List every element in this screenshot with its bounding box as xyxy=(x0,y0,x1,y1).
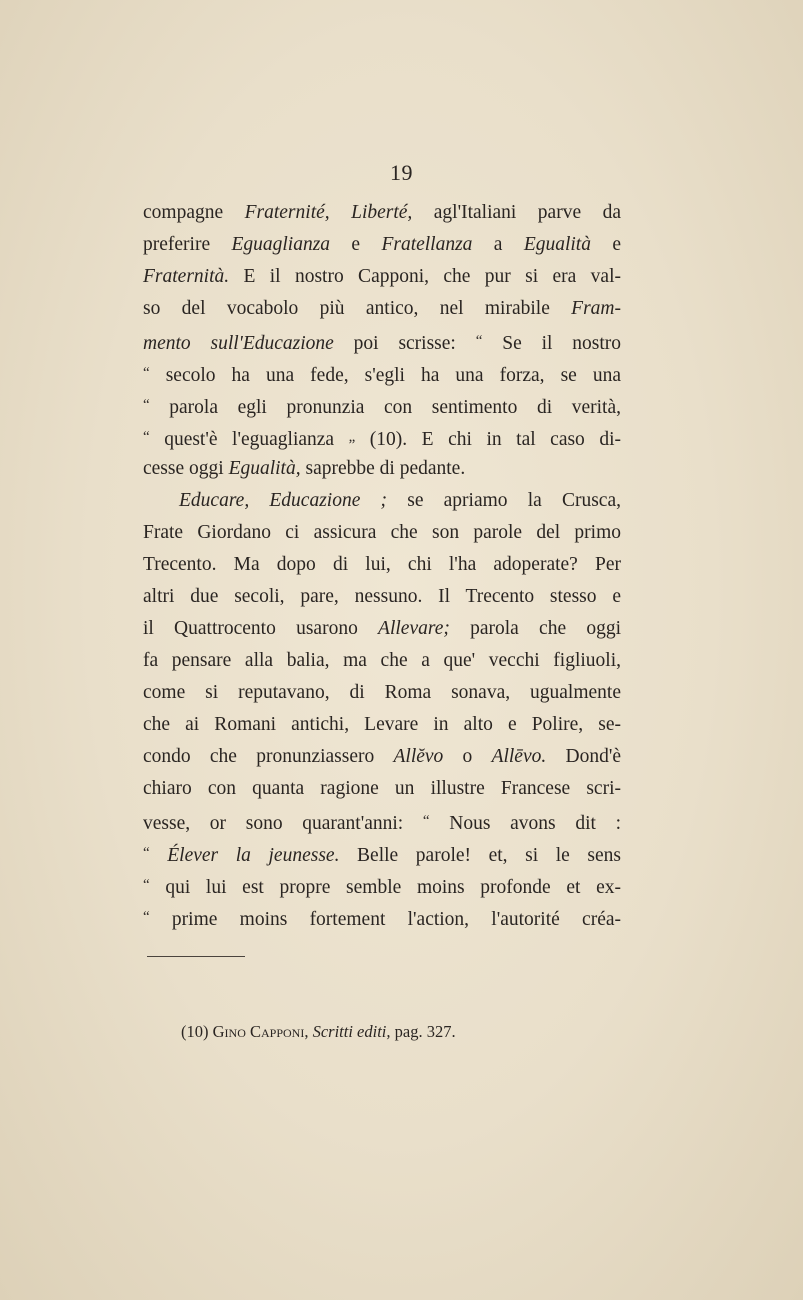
text-line xyxy=(143,773,621,805)
text-segment: fa pensare alla balia, ma che a que' vecchi figliuoli, xyxy=(143,650,621,671)
text-line xyxy=(143,645,621,677)
text-line xyxy=(143,869,621,901)
italic-text: Egualità, xyxy=(228,458,301,479)
text-segment: prime moins fortement l'action, l'autorité créa- xyxy=(149,909,621,930)
italic-text: Fraternité, Liberté, xyxy=(244,202,413,223)
quote-mark: “ xyxy=(422,813,430,829)
quote-mark: “ xyxy=(143,877,150,893)
italic-text: Fraternità. xyxy=(143,266,230,287)
page-number: 19 xyxy=(390,160,413,185)
text-segment: quest'è l'eguaglianza xyxy=(149,429,349,450)
text-segment: e xyxy=(590,234,621,255)
italic-text: Allĕvo xyxy=(393,746,444,767)
text-line xyxy=(143,357,621,389)
footnote-title: Scritti editi, xyxy=(312,1022,391,1041)
text-segment: preferire xyxy=(143,234,232,255)
footnote-author: Gino Capponi xyxy=(212,1022,305,1041)
text-segment: agl'Italiani parve da xyxy=(412,202,621,223)
text-line xyxy=(143,901,621,933)
text-segment: cesse oggi xyxy=(143,458,229,479)
text-segment: compagne xyxy=(143,202,245,223)
text-line xyxy=(143,389,621,421)
text-segment: o xyxy=(443,746,492,767)
text-segment: parola che oggi xyxy=(449,618,621,639)
text-segment: saprebbe di pedante. xyxy=(300,458,466,479)
text-segment: secolo ha una fede, s'egli ha una forza, se una xyxy=(149,365,621,386)
footnote-divider xyxy=(147,956,245,957)
italic-text: mento sull'Educazione xyxy=(143,333,334,354)
text-segment: condo che pronunziassero xyxy=(143,746,394,767)
text-segment: che ai Romani antichi, Levare in alto e Polire, se- xyxy=(143,714,621,735)
footnote xyxy=(181,1022,456,1042)
text-segment: e xyxy=(330,234,382,255)
text-segment: vesse, or sono quarant'anni: xyxy=(143,813,423,834)
text-line xyxy=(143,485,621,517)
footnote-text: , xyxy=(304,1022,313,1041)
quote-mark: “ xyxy=(143,365,150,381)
text-segment: Dond'è xyxy=(546,746,621,767)
text-line xyxy=(143,837,621,869)
text-segment: so del vocabolo più antico, nel mirabile xyxy=(143,298,572,319)
quote-mark: “ xyxy=(143,397,150,413)
text-segment: poi scrisse: xyxy=(333,333,476,354)
text-line xyxy=(143,517,621,549)
italic-text: Fratellanza xyxy=(381,234,473,255)
text-segment: E il nostro Capponi, che pur si era val- xyxy=(229,266,621,287)
quote-mark: “ xyxy=(143,429,150,445)
text-line xyxy=(143,261,621,293)
text-line xyxy=(143,709,621,741)
italic-text: Fram- xyxy=(571,298,621,319)
italic-text: Allēvo. xyxy=(491,746,547,767)
quote-mark: “ xyxy=(143,845,150,861)
text-segment: il Quattrocento usarono xyxy=(143,618,379,639)
text-segment xyxy=(150,845,168,866)
quote-mark: “ xyxy=(143,909,150,925)
text-segment: chiaro con quanta ragione un illustre Francese scri- xyxy=(143,778,621,799)
text-segment: Frate Giordano ci assicura che son parole del primo xyxy=(143,522,621,543)
text-line xyxy=(143,421,621,453)
text-line xyxy=(143,325,621,357)
quote-mark: „ xyxy=(348,429,356,445)
text-line xyxy=(143,293,621,325)
text-segment: altri due secoli, pare, nessuno. Il Trecento stesso e xyxy=(143,586,621,607)
text-line xyxy=(143,453,621,485)
text-segment: parola egli pronunzia con sentimento di verità, xyxy=(149,397,621,418)
text-segment: se apriamo la Crusca, xyxy=(387,490,621,511)
text-line xyxy=(143,613,621,645)
text-line xyxy=(143,197,621,229)
text-line xyxy=(143,805,621,837)
text-segment: a xyxy=(472,234,524,255)
text-segment: Se il nostro xyxy=(482,333,621,354)
text-segment: come si reputavano, di Roma sonava, ugualmente xyxy=(143,682,621,703)
text-line xyxy=(143,549,621,581)
text-line xyxy=(143,677,621,709)
footnote-text: (10) xyxy=(181,1022,213,1041)
text-line xyxy=(143,741,621,773)
text-line xyxy=(143,581,621,613)
text-segment: Nous avons dit : xyxy=(429,813,622,834)
italic-text: Élever la jeunesse. xyxy=(167,845,340,866)
footnote-text: pag. 327. xyxy=(390,1022,456,1041)
text-segment: (10). E chi in tal caso di- xyxy=(355,429,621,450)
italic-text: Egualità xyxy=(523,234,591,255)
text-segment: qui lui est propre semble moins profonde et ex- xyxy=(149,877,621,898)
quote-mark: “ xyxy=(475,333,483,349)
text-segment: Trecento. Ma dopo di lui, chi l'ha adoperate? Per xyxy=(143,554,621,575)
italic-text: Educare, Educazione ; xyxy=(179,490,388,511)
italic-text: Eguaglianza xyxy=(231,234,331,255)
italic-text: Allevare; xyxy=(378,618,450,639)
body-text xyxy=(143,197,621,933)
text-segment: Belle parole! et, si le sens xyxy=(339,845,621,866)
text-line xyxy=(143,229,621,261)
